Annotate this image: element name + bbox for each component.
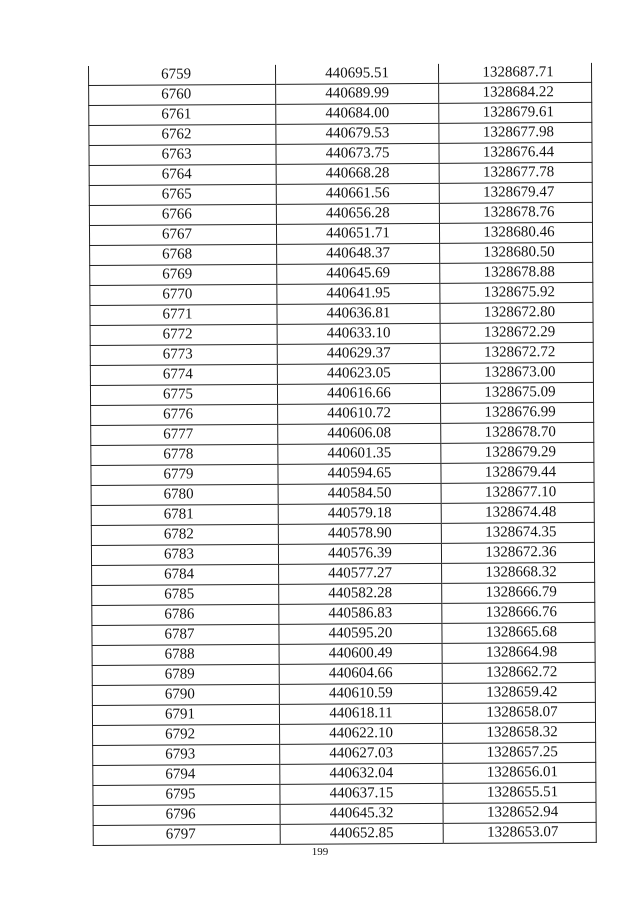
y-coordinate-cell: 1328658.07	[442, 702, 595, 723]
x-coordinate-cell: 440579.18	[278, 503, 441, 524]
table-row	[90, 282, 593, 305]
table-row	[91, 542, 594, 565]
point-number-cell: 6784	[92, 564, 279, 585]
table-row	[90, 302, 593, 325]
point-number-cell: 6780	[91, 484, 278, 505]
x-coordinate-cell: 440632.04	[280, 763, 443, 784]
y-coordinate-cell: 1328653.07	[443, 822, 596, 843]
point-number-cell: 6789	[92, 664, 279, 685]
x-coordinate-cell: 440661.56	[276, 183, 439, 204]
x-coordinate-cell: 440645.32	[280, 803, 443, 824]
point-number-cell: 6759	[88, 65, 275, 86]
y-coordinate-cell: 1328666.76	[442, 602, 595, 623]
table-row	[89, 162, 592, 185]
y-coordinate-cell: 1328687.71	[438, 63, 591, 83]
x-coordinate-cell: 440582.28	[279, 583, 442, 604]
point-number-cell: 6794	[93, 764, 280, 785]
table-row	[93, 782, 596, 805]
table-row	[91, 522, 594, 545]
y-coordinate-cell: 1328673.00	[440, 362, 593, 383]
point-number-cell: 6772	[90, 324, 277, 345]
y-coordinate-cell: 1328679.29	[441, 442, 594, 463]
point-number-cell: 6778	[91, 444, 278, 465]
x-coordinate-cell: 440645.69	[277, 263, 440, 284]
point-number-cell: 6762	[89, 124, 276, 145]
y-coordinate-cell: 1328662.72	[442, 662, 595, 683]
x-coordinate-cell: 440652.85	[280, 823, 443, 844]
point-number-cell: 6795	[93, 784, 280, 805]
point-number-cell: 6779	[91, 464, 278, 485]
y-coordinate-cell: 1328656.01	[443, 762, 596, 783]
y-coordinate-cell: 1328674.48	[441, 502, 594, 523]
point-number-cell: 6765	[89, 184, 276, 205]
y-coordinate-cell: 1328652.94	[443, 802, 596, 823]
y-coordinate-cell: 1328672.29	[440, 322, 593, 343]
y-coordinate-cell: 1328668.32	[442, 562, 595, 583]
point-number-cell: 6768	[90, 244, 277, 265]
x-coordinate-cell: 440668.28	[276, 163, 439, 184]
point-number-cell: 6796	[93, 804, 280, 825]
point-number-cell: 6783	[91, 544, 278, 565]
table-row	[89, 202, 592, 225]
y-coordinate-cell: 1328684.22	[439, 82, 592, 103]
table-row	[93, 802, 596, 825]
point-number-cell: 6791	[92, 704, 279, 725]
x-coordinate-cell: 440586.83	[279, 603, 442, 624]
table-row	[89, 122, 592, 145]
x-coordinate-cell: 440618.11	[279, 703, 442, 724]
x-coordinate-cell: 440627.03	[280, 743, 443, 764]
x-coordinate-cell: 440656.28	[276, 203, 439, 224]
y-coordinate-cell: 1328664.98	[442, 642, 595, 663]
point-number-cell: 6781	[91, 504, 278, 525]
x-coordinate-cell: 440641.95	[277, 283, 440, 304]
x-coordinate-cell: 440636.81	[277, 303, 440, 324]
point-number-cell: 6766	[89, 204, 276, 225]
x-coordinate-cell: 440622.10	[280, 723, 443, 744]
y-coordinate-cell: 1328679.61	[439, 102, 592, 123]
table-row	[88, 63, 591, 86]
y-coordinate-cell: 1328679.44	[441, 462, 594, 483]
table-row	[90, 382, 593, 405]
table-row	[89, 102, 592, 125]
x-coordinate-cell: 440578.90	[278, 523, 441, 544]
table-row	[91, 402, 594, 425]
table-row	[90, 262, 593, 285]
table-row	[92, 682, 595, 705]
y-coordinate-cell: 1328678.70	[441, 422, 594, 443]
table-row	[91, 442, 594, 465]
table-row	[90, 242, 593, 265]
y-coordinate-cell: 1328678.88	[440, 262, 593, 283]
point-number-cell: 6787	[92, 624, 279, 645]
y-coordinate-cell: 1328680.50	[440, 242, 593, 263]
y-coordinate-cell: 1328676.44	[439, 142, 592, 163]
x-coordinate-cell: 440648.37	[277, 243, 440, 264]
x-coordinate-cell: 440601.35	[278, 443, 441, 464]
y-coordinate-cell: 1328672.36	[441, 542, 594, 563]
x-coordinate-cell: 440610.72	[278, 403, 441, 424]
x-coordinate-cell: 440673.75	[276, 143, 439, 164]
coordinate-table	[88, 63, 597, 846]
x-coordinate-cell: 440610.59	[279, 683, 442, 704]
y-coordinate-cell: 1328657.25	[443, 742, 596, 763]
x-coordinate-cell: 440604.66	[279, 663, 442, 684]
point-number-cell: 6782	[91, 524, 278, 545]
y-coordinate-cell: 1328658.32	[443, 722, 596, 743]
point-number-cell: 6797	[93, 824, 280, 845]
point-number-cell: 6761	[89, 104, 276, 125]
point-number-cell: 6767	[89, 224, 276, 245]
point-number-cell: 6774	[90, 364, 277, 385]
y-coordinate-cell: 1328655.51	[443, 782, 596, 803]
table-row	[93, 822, 596, 845]
y-coordinate-cell: 1328677.98	[439, 122, 592, 143]
table-row	[89, 182, 592, 205]
y-coordinate-cell: 1328672.72	[440, 342, 593, 363]
x-coordinate-cell: 440637.15	[280, 783, 443, 804]
y-coordinate-cell: 1328678.76	[439, 202, 592, 223]
table-row	[92, 582, 595, 605]
x-coordinate-cell: 440616.66	[277, 383, 440, 404]
table-row	[92, 662, 595, 685]
y-coordinate-cell: 1328675.92	[440, 282, 593, 303]
point-number-cell: 6773	[90, 344, 277, 365]
table-row	[90, 342, 593, 365]
point-number-cell: 6790	[92, 684, 279, 705]
table-row	[89, 82, 592, 105]
table-row	[90, 362, 593, 385]
table-row	[92, 562, 595, 585]
point-number-cell: 6788	[92, 644, 279, 665]
point-number-cell: 6777	[91, 424, 278, 445]
x-coordinate-cell: 440595.20	[279, 623, 442, 644]
table-row	[93, 762, 596, 785]
table-row	[91, 462, 594, 485]
y-coordinate-cell: 1328676.99	[441, 402, 594, 423]
table-row	[89, 142, 592, 165]
table-row	[93, 722, 596, 745]
y-coordinate-cell: 1328680.46	[439, 222, 592, 243]
x-coordinate-cell: 440594.65	[278, 463, 441, 484]
table-row	[89, 222, 592, 245]
table-row	[91, 482, 594, 505]
point-number-cell: 6793	[93, 744, 280, 765]
point-number-cell: 6775	[90, 384, 277, 405]
x-coordinate-cell: 440584.50	[278, 483, 441, 504]
x-coordinate-cell: 440684.00	[276, 103, 439, 124]
point-number-cell: 6771	[90, 304, 277, 325]
table-row	[93, 742, 596, 765]
table-row	[91, 422, 594, 445]
point-number-cell: 6760	[89, 84, 276, 105]
x-coordinate-cell: 440606.08	[278, 423, 441, 444]
y-coordinate-cell: 1328675.09	[440, 382, 593, 403]
point-number-cell: 6770	[90, 284, 277, 305]
x-coordinate-cell: 440679.53	[276, 123, 439, 144]
y-coordinate-cell: 1328672.80	[440, 302, 593, 323]
y-coordinate-cell: 1328659.42	[442, 682, 595, 703]
coordinate-table-container	[88, 63, 583, 846]
x-coordinate-cell: 440651.71	[276, 223, 439, 244]
page-number: 199	[311, 846, 329, 858]
point-number-cell: 6769	[90, 264, 277, 285]
x-coordinate-cell: 440576.39	[278, 543, 441, 564]
x-coordinate-cell: 440629.37	[277, 343, 440, 364]
table-row	[92, 622, 595, 645]
point-number-cell: 6792	[93, 724, 280, 745]
y-coordinate-cell: 1328665.68	[442, 622, 595, 643]
x-coordinate-cell: 440623.05	[277, 363, 440, 384]
x-coordinate-cell: 440689.99	[276, 83, 439, 104]
point-number-cell: 6763	[89, 144, 276, 165]
y-coordinate-cell: 1328677.78	[439, 162, 592, 183]
point-number-cell: 6785	[92, 584, 279, 605]
point-number-cell: 6764	[89, 164, 276, 185]
y-coordinate-cell: 1328666.79	[442, 582, 595, 603]
y-coordinate-cell: 1328674.35	[441, 522, 594, 543]
table-row	[92, 642, 595, 665]
table-row	[90, 322, 593, 345]
table-row	[91, 502, 594, 525]
point-number-cell: 6776	[91, 404, 278, 425]
x-coordinate-cell: 440600.49	[279, 643, 442, 664]
table-row	[92, 602, 595, 625]
coordinate-table-body	[88, 63, 596, 846]
y-coordinate-cell: 1328677.10	[441, 482, 594, 503]
x-coordinate-cell: 440633.10	[277, 323, 440, 344]
point-number-cell: 6786	[92, 604, 279, 625]
y-coordinate-cell: 1328679.47	[439, 182, 592, 203]
x-coordinate-cell: 440577.27	[279, 563, 442, 584]
table-row	[92, 702, 595, 725]
x-coordinate-cell: 440695.51	[275, 64, 438, 84]
